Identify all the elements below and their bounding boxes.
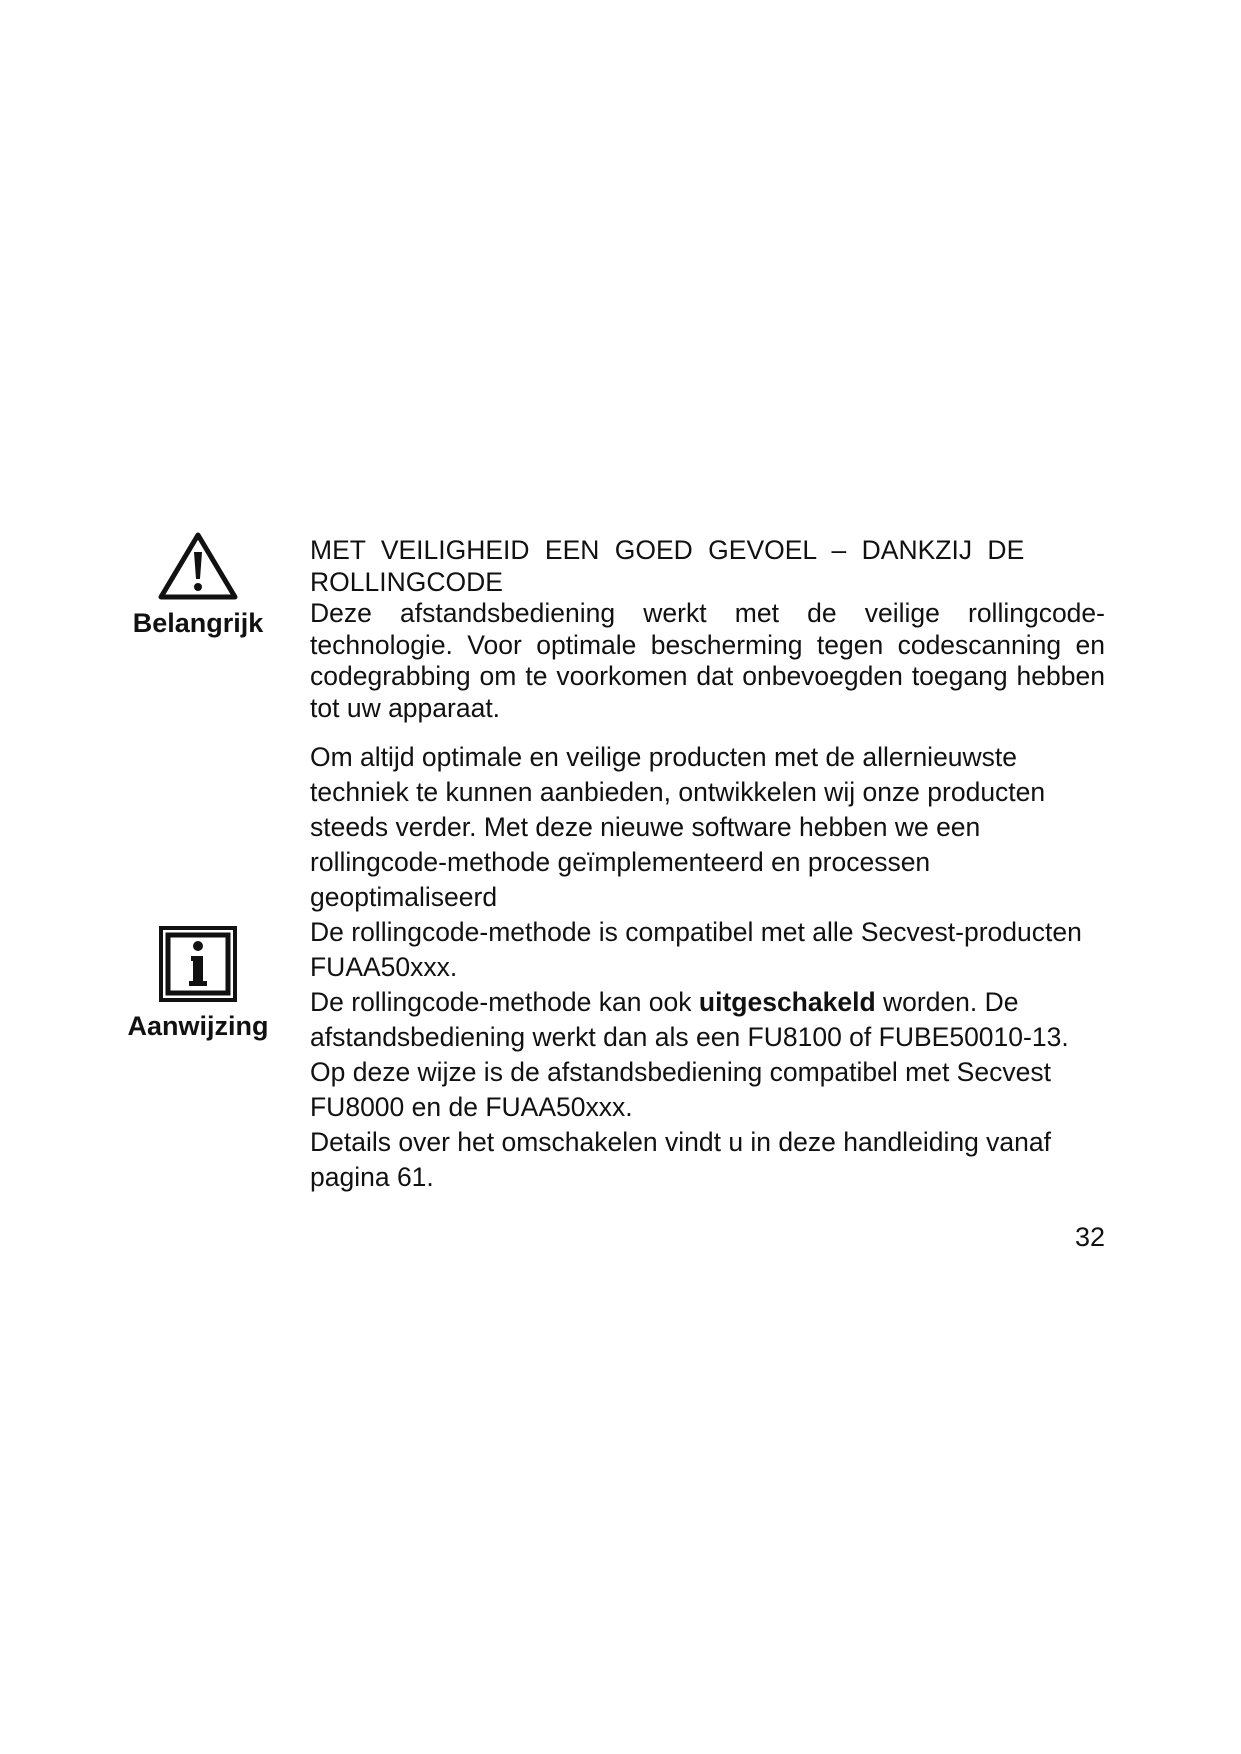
notes-line: geoptimaliseerd bbox=[310, 882, 498, 912]
notes-section bbox=[310, 740, 1105, 1195]
intro-text: Deze afstandsbediening werkt met de veilige rollingcode-technologie. Voor optimale bescherming tegen codescanning en codegrabbing om te voorkomen dat onbevoegden toegang hebben tot uw apparaat. bbox=[310, 598, 1105, 723]
notes-line: De rollingcode-methode is compatibel met alle Secvest-producten bbox=[310, 917, 1082, 947]
notes-line: Details over het omschakelen vindt u in deze handleiding vanaf bbox=[310, 1127, 1051, 1157]
title-line: ROLLINGCODE bbox=[310, 566, 503, 597]
notes-line: pagina 61. bbox=[310, 1162, 434, 1192]
info-block bbox=[118, 925, 278, 1042]
notes-line: FU8000 en de FUAA50xxx. bbox=[310, 1092, 633, 1122]
notes-text: De rollingcode-methode kan ook bbox=[310, 987, 699, 1017]
warning-triangle-icon bbox=[156, 530, 240, 602]
warning-block bbox=[118, 530, 278, 639]
title-line: MET VEILIGHEID EEN GOED GEVOEL – DANKZIJ DE bbox=[310, 535, 1025, 565]
info-label: Aanwijzing bbox=[127, 1011, 269, 1041]
page-number: 32 bbox=[1075, 1222, 1106, 1252]
notes-line: techniek te kunnen aanbieden, ontwikkelen wij onze producten bbox=[310, 777, 1046, 807]
notes-line: Op deze wijze is de afstandsbediening compatibel met Secvest bbox=[310, 1057, 1051, 1087]
emphasis-text: uitgeschakeld bbox=[698, 987, 876, 1017]
notes-line: steeds verder. Met deze nieuwe software hebben we een bbox=[310, 812, 981, 842]
info-icon bbox=[158, 925, 238, 1003]
warning-label: Belangrijk bbox=[132, 608, 264, 638]
notes-line: Om altijd optimale en veilige producten met de allernieuwste bbox=[310, 742, 1018, 772]
notes-line: afstandsbediening werkt dan als een FU8100 of FUBE50010-13. bbox=[310, 1022, 1069, 1052]
section-title bbox=[310, 535, 1105, 598]
notes-line: rollingcode-methode geïmplementeerd en processen bbox=[310, 847, 931, 877]
intro-paragraph bbox=[310, 598, 1105, 724]
notes-text: worden. De bbox=[875, 987, 1019, 1017]
notes-line: FUAA50xxx. bbox=[310, 952, 458, 982]
notes-line bbox=[310, 985, 1105, 1020]
